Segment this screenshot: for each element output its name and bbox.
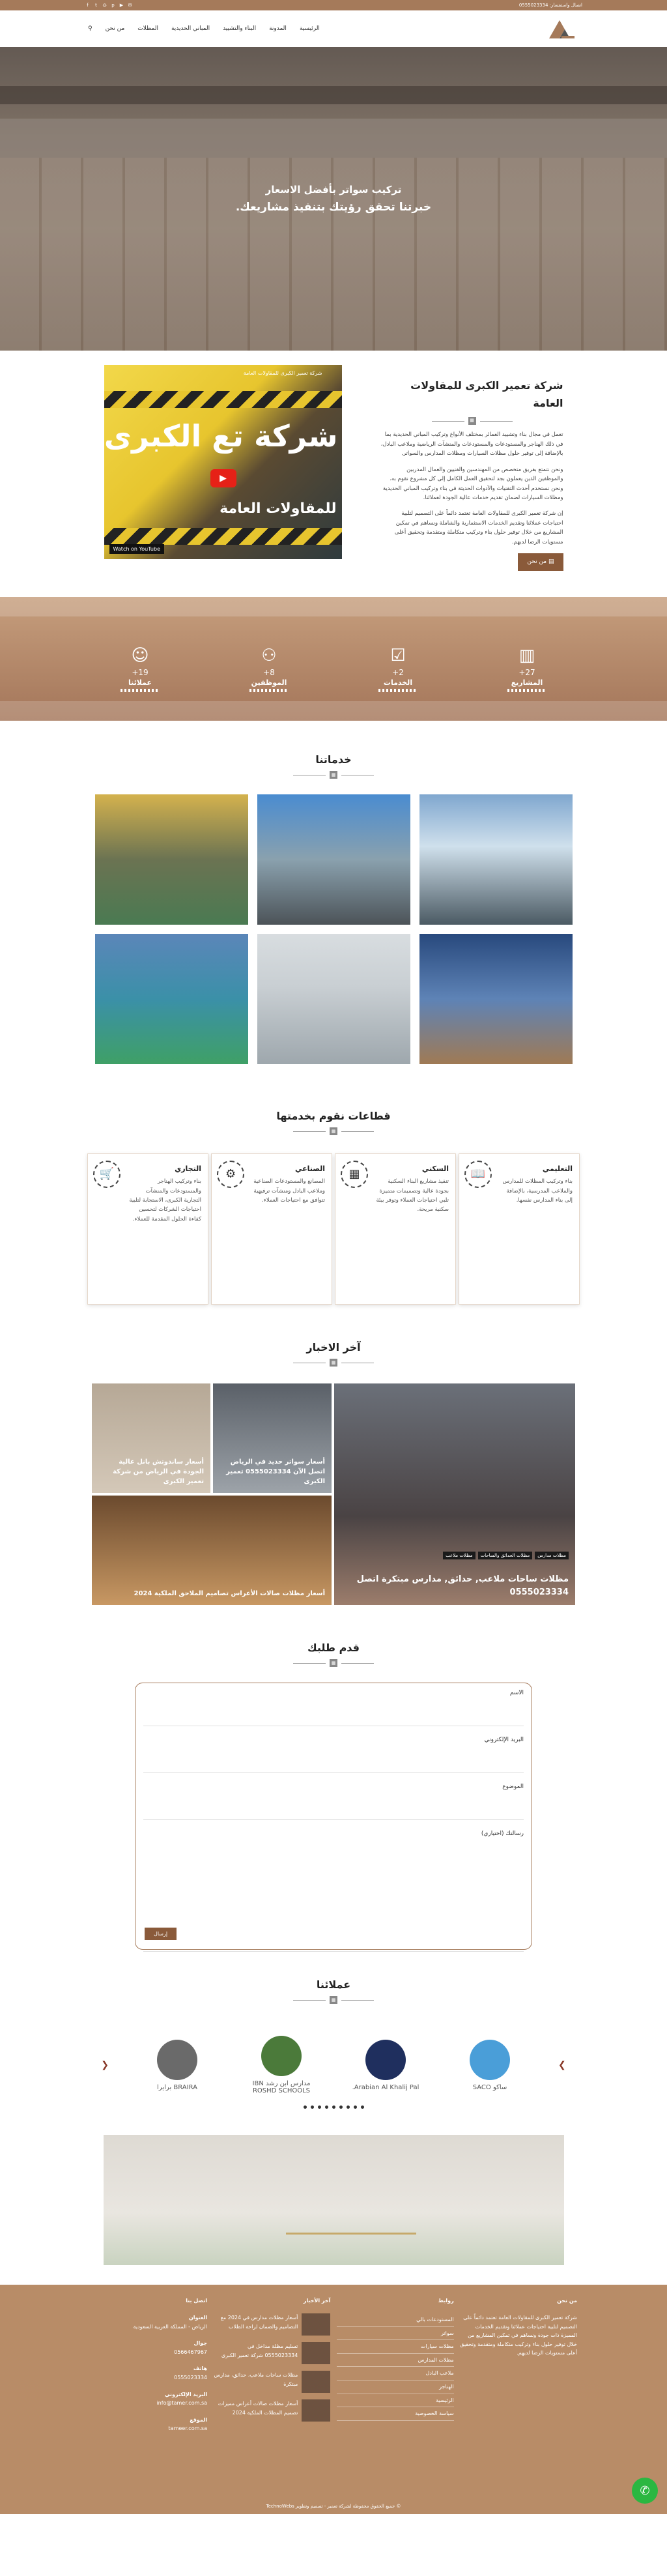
hero-banner — [0, 47, 667, 351]
news-tag[interactable]: مظلات مدارس — [535, 1552, 569, 1559]
building-icon: ▥ — [518, 645, 535, 665]
footer-heading: اتصل بنا — [186, 2298, 208, 2304]
email-value: info@tamer.com.sa — [156, 2400, 208, 2407]
footer-link[interactable]: سواتر — [337, 2327, 454, 2341]
instagram-icon[interactable]: ◎ — [102, 2, 107, 8]
dot[interactable] — [318, 2106, 321, 2109]
facebook-icon[interactable]: f — [87, 2, 89, 8]
dot[interactable] — [354, 2106, 357, 2109]
services-grid — [0, 794, 667, 1064]
factory-icon: ⚙ — [217, 1161, 244, 1188]
sector-text: المصانع والمستودعات الصناعية وملاعب البادل ومنشآت ترفيهية تتوافق مع احتياجات العملاء. — [253, 1178, 325, 1204]
building-icon: ▦ — [330, 771, 337, 779]
dot[interactable] — [304, 2106, 307, 2109]
sector-title: التجاري — [175, 1165, 201, 1174]
footer-link[interactable]: الهناجر — [337, 2381, 454, 2394]
main-nav — [0, 10, 667, 47]
stats-band — [0, 597, 667, 721]
nav-about[interactable]: من نحن — [105, 25, 125, 32]
stat-clients — [121, 646, 160, 692]
news-title: آخر الاخبار — [306, 1341, 361, 1354]
stat-value: 19+ — [132, 667, 149, 677]
name-label: الاسم — [509, 1690, 524, 1697]
mobile-block[interactable] — [90, 2339, 207, 2356]
subject-label: الموضوع — [502, 1784, 524, 1791]
divider — [0, 1659, 667, 1667]
divider — [0, 1996, 667, 2004]
nav-blog[interactable]: المدونة — [269, 25, 287, 32]
mobile-label: جوال — [193, 2340, 208, 2347]
bottom-wave — [0, 701, 667, 721]
client-name: مدارس ابن رشد IBN ROSHD SCHOOLS — [252, 2080, 311, 2095]
sector-text: بناء وتركيب المظلات للمدارس والملاعب المدرسية، بالإضافة إلى بناء المدارس نفسها. — [502, 1178, 573, 1204]
braira-logo — [157, 2040, 197, 2080]
book-icon: 📖 — [464, 1161, 492, 1188]
news-item[interactable] — [92, 1496, 332, 1605]
service-hangar-image[interactable] — [95, 794, 248, 925]
site-value: tameer.com.sa — [168, 2425, 208, 2432]
footer-about-text: شركة تعمير الكبرى للمقاولات العامة تعتمد دائماً على التصميم لتلبية احتياجات عملائنا وتقديم الخدمات المميزة ذات جودة ونساهم في تمكين المشاريع من خلال توفير حلول بناء وتركيب متكاملة ومتقدمة وتحقيق أعلى مستويات الرضا لديهم. — [460, 2315, 577, 2356]
about-paragraph-2: ونحن نتمتع بفريق متخصص من المهندسين والفنيين والعمال المدربين والموظفين الذين يعملون بجد لتحقيق العمل الكامل إلى كل مشروع نقوم به. ونحن نستخدم أحدث التقنيات والأدوات الحديثة في بناء وتركيب المباني الحديدية ومظلات السيارات لضمان تقديم خدمات عالية الجودة لعملائنا. — [382, 466, 563, 501]
address-block — [90, 2313, 207, 2331]
email-block[interactable] — [90, 2390, 207, 2408]
building-icon: ▦ — [330, 1127, 337, 1135]
about-text — [381, 365, 563, 571]
contact-text[interactable]: اتصال واستفسار: 0555023334 — [518, 3, 582, 8]
client-logo[interactable] — [141, 2033, 213, 2098]
dot[interactable] — [361, 2106, 364, 2109]
top-bar — [0, 0, 667, 10]
stat-bar — [249, 689, 289, 692]
about-button[interactable]: ▤ من نحن — [518, 553, 563, 571]
staff-icon: ⚇ — [261, 645, 277, 665]
news-item[interactable] — [92, 1383, 210, 1493]
sector-title: الصناعي — [294, 1165, 325, 1174]
site-logo[interactable] — [544, 16, 579, 41]
hazard-stripe-top — [104, 391, 342, 408]
news-featured[interactable] — [334, 1383, 575, 1605]
building-icon: ▦ — [330, 1996, 337, 2004]
dot[interactable] — [325, 2106, 328, 2109]
client-logo[interactable] — [454, 2033, 526, 2098]
news-caption[interactable]: أسعار ساندوتش بانل عالية الجودة في الرياض من شركة تعمير الكبرى — [113, 1458, 204, 1486]
phone-label: هاتف — [193, 2366, 208, 2372]
sector-residential[interactable] — [335, 1153, 456, 1305]
pinterest-icon[interactable]: p — [111, 2, 115, 8]
carousel-dots — [0, 2106, 667, 2109]
address-value: الرياض - المملكة العربية السعودية — [133, 2323, 208, 2330]
search-icon[interactable]: ⚲ — [88, 25, 92, 32]
news-item[interactable] — [213, 1383, 332, 1493]
clients-title: عملائنا — [316, 1978, 351, 1991]
whatsapp-icon[interactable]: ✆ — [632, 2478, 658, 2504]
ibn-roshd-logo — [261, 2036, 302, 2076]
stat-services — [378, 646, 418, 692]
hazard-stripe-bottom — [104, 528, 342, 545]
divider — [0, 771, 667, 779]
service-sandwich-panel-image[interactable] — [257, 934, 410, 1064]
news-grid — [0, 1383, 667, 1605]
request-form — [135, 1683, 532, 1950]
news-thumb — [302, 2371, 330, 2393]
address-label: العنوان — [188, 2315, 208, 2321]
hero-line-1: تركيب سواتر بأفضل الاسعار — [265, 184, 402, 195]
divider — [0, 1127, 667, 1135]
footer-heading: روابط — [438, 2298, 454, 2304]
footer-news-item[interactable] — [213, 2313, 330, 2336]
sectors-list — [0, 1153, 667, 1305]
client-logo[interactable] — [246, 2033, 317, 2098]
sector-education[interactable] — [459, 1153, 580, 1305]
stat-label: الموظفين — [251, 678, 287, 687]
sector-text: تنفيذ مشاريع البناء السكنية بجودة عالية وتصميمات متميزة تلبي احتياجات العملاء وتوفر بيئة سكنية مريحة. — [376, 1178, 449, 1213]
stat-label: المشاريع — [511, 678, 543, 687]
site-block[interactable] — [90, 2416, 207, 2433]
nav-construction[interactable]: البناء والتشييد — [223, 25, 257, 32]
footer-link[interactable]: الرئيسية — [337, 2394, 454, 2408]
alkhalij-logo — [365, 2040, 406, 2080]
next-arrow-icon[interactable]: ❯ — [558, 2060, 566, 2071]
building-icon: ▦ — [468, 417, 476, 425]
saco-logo — [470, 2040, 510, 2080]
sector-commercial[interactable] — [87, 1153, 208, 1305]
phone-value: 0555023334 — [174, 2375, 208, 2381]
top-wave — [0, 597, 667, 616]
dot[interactable] — [332, 2106, 335, 2109]
sectors-title: قطاعات نقوم بخدمتها — [276, 1110, 391, 1123]
about-paragraph-3: إن شركة تعمير الكبرى للمقاولات العامة تعتمد دائماً على التصميم لتلبية احتياجات عملائنا وتقديم الخدمات الاستثمارية والشاملة ونساهم في تمكين المشاريع من خلال توفير حلول بناء وتركيب متكاملة ومتقدمة وتحقيق أعلى مستويات الرضا لديهم. — [394, 510, 563, 545]
footer-news-item[interactable] — [213, 2371, 330, 2393]
news-featured-caption[interactable]: مظلات ساحات ملاعب, حدائق, مدارس مبتكرة اتصل 0555023334 — [356, 1574, 569, 1597]
check-icon: ☑ — [390, 645, 406, 665]
form-title: قدم طلبك — [307, 1642, 360, 1655]
service-steel-building-image[interactable] — [257, 794, 410, 925]
play-icon[interactable]: ▶ — [210, 469, 236, 487]
nav-shades[interactable]: المظلات — [137, 25, 158, 32]
service-canopy-image[interactable] — [419, 794, 573, 925]
footer-news-text: أسعار مظلات مدارس في 2024 مع التصاميم والضمان لراحة الطلاب — [220, 2315, 298, 2330]
email-field[interactable] — [143, 1747, 524, 1773]
stat-bar — [121, 689, 160, 692]
social-links — [85, 3, 133, 8]
footer-link[interactable]: المستودعات بالي — [337, 2313, 454, 2327]
watch-on-youtube[interactable]: Watch on YouTube — [109, 544, 165, 554]
footer-heading: آخر الأخبار — [303, 2298, 331, 2304]
sector-industrial[interactable] — [211, 1153, 332, 1305]
footer-link[interactable]: مظلات المدارس — [337, 2354, 454, 2367]
stat-value: 8+ — [263, 667, 275, 677]
sector-text: بناء وتركيب الهناجر والمستودعات والمنشآت التجارية الكبرى، الاستجابة لتلبية احتياجات الشركات لتحسين كفاءة الحلول المقدمة للعملاء. — [129, 1178, 201, 1223]
footer-about — [460, 2296, 577, 2441]
copyright: © جميع الحقوق محفوظة لشركة تعمير - تصميم وتطوير TechnoWebs — [266, 2504, 401, 2510]
video-sub-text: للمقاولات العامة — [220, 500, 337, 517]
map-road — [286, 2233, 416, 2235]
email-label: البريد الإلكتروني — [164, 2391, 208, 2397]
footer-link[interactable]: سياسة الخصوصية — [337, 2407, 454, 2421]
location-map[interactable] — [104, 2135, 564, 2265]
hero-overlay — [0, 47, 667, 351]
footer-news-text: تسليم مظلة مداخل في 0555023334 شركة تعمير الكبرى — [221, 2343, 298, 2358]
building-icon: ▦ — [330, 1359, 337, 1367]
stat-value: 2+ — [392, 667, 404, 677]
twitter-icon[interactable]: t — [95, 2, 97, 8]
stat-bar — [378, 689, 418, 692]
footer-news-item[interactable] — [213, 2342, 330, 2364]
news-thumb — [302, 2399, 330, 2422]
stat-value: 27+ — [518, 667, 535, 677]
nav-steel-buildings[interactable]: المباني الحديدية — [171, 25, 210, 32]
client-logo[interactable] — [350, 2033, 421, 2098]
news-tag[interactable]: مظلات الحدائق والساحات — [478, 1552, 533, 1559]
footer-link[interactable]: مظلات سيارات — [337, 2340, 454, 2354]
footer-news — [213, 2296, 330, 2441]
youtube-video[interactable] — [104, 365, 342, 559]
services-title: خدماتنا — [315, 753, 352, 766]
apartment-icon: ▦ — [341, 1161, 368, 1188]
about-button-label: من نحن — [527, 558, 547, 566]
cart-icon: 🛒 — [93, 1161, 121, 1188]
message-label: رسالتك (اختياري) — [481, 1831, 524, 1838]
smile-icon: ☺ — [131, 645, 149, 665]
subject-field[interactable] — [143, 1794, 524, 1820]
video-big-text: شركة تع الكبرى — [104, 418, 338, 454]
building-icon: ▦ — [330, 1659, 337, 1667]
about-section — [0, 351, 667, 597]
footer-heading: من نحن — [557, 2298, 577, 2304]
youtube-icon[interactable]: ▶ — [119, 2, 124, 8]
stat-label: عملائنا — [128, 678, 152, 687]
news-thumb — [302, 2342, 330, 2364]
dot[interactable] — [339, 2106, 343, 2109]
dot[interactable] — [311, 2106, 314, 2109]
message-field[interactable] — [143, 1841, 524, 1952]
footer-contact — [90, 2296, 207, 2441]
video-title: شركة تعمير الكبرى للمقاولات العامة — [243, 370, 322, 376]
about-title: شركة تعمير الكبرى للمقاولات العامة — [410, 379, 563, 410]
service-room-image[interactable] — [95, 934, 248, 1064]
footer-news-text: أسعار مظلات صالات أعراس مميزات تصميم المظلات الملكية 2024 — [218, 2401, 298, 2416]
client-name: Arabian Al Khalij Pal. — [352, 2083, 419, 2091]
footer-links — [337, 2296, 454, 2441]
name-field[interactable] — [143, 1700, 524, 1726]
news-tag[interactable]: مظلات ملاعب — [443, 1552, 475, 1559]
footer-link[interactable]: ملاعب البادل — [337, 2367, 454, 2381]
phone-block[interactable] — [90, 2364, 207, 2382]
clients-carousel — [0, 2033, 667, 2098]
news-caption[interactable]: أسعار مظلات صالات الأعراس تصاميم الملاحق الملكية 2024 — [134, 1590, 325, 1598]
submit-button[interactable]: إرسال — [145, 1928, 177, 1940]
service-padel-court-image[interactable] — [419, 934, 573, 1064]
news-tags — [443, 1552, 569, 1559]
site-label: الموقع — [190, 2416, 208, 2423]
stat-projects — [507, 646, 546, 692]
email-label: البريد الإلكتروني — [484, 1737, 524, 1744]
nav-home[interactable]: الرئيسية — [299, 25, 320, 32]
divider — [0, 1359, 667, 1367]
prev-arrow-icon[interactable]: ❮ — [101, 2060, 109, 2071]
sector-title: السكني — [421, 1165, 449, 1174]
dot[interactable] — [347, 2106, 350, 2109]
site-footer — [0, 2285, 667, 2514]
email-icon[interactable]: ✉ — [128, 2, 132, 8]
client-name: ساكو SACO — [472, 2083, 507, 2091]
news-thumb — [302, 2313, 330, 2336]
footer-news-text: مظلات ساحات ملاعب، حدائق، مدارس مبتكرة — [214, 2372, 298, 2387]
divider — [381, 417, 563, 425]
nav-menu — [88, 25, 320, 32]
news-caption[interactable]: أسعار سواتر حديد في الرياض اتصل الآن 0555023334 تعمير الكبرى — [226, 1458, 325, 1486]
mobile-value: 0566467967 — [174, 2349, 208, 2355]
client-name: BRAIRA برايرا — [157, 2083, 197, 2091]
hero-line-2: خبرتنا تحقق رؤيتك بتنفيذ مشاريعك. — [235, 201, 432, 214]
stat-employees — [249, 646, 289, 692]
stat-label: الخدمات — [383, 678, 413, 687]
about-paragraph-1: تعمل في مجال بناء وتشييد العمائر بمختلف الأنواع وتركيب المباني الحديدية بما في ذلك الهناجر والمستودعات والمستودعات والمنشآت الرياضية وملاعب البادل، بالإضافة إلى توفير حلول مظلات السيارات ومظلات المدارس والسواتر. — [380, 431, 563, 457]
footer-news-item[interactable] — [213, 2399, 330, 2422]
sector-title: التعليمي — [542, 1165, 573, 1174]
stat-bar — [507, 689, 546, 692]
